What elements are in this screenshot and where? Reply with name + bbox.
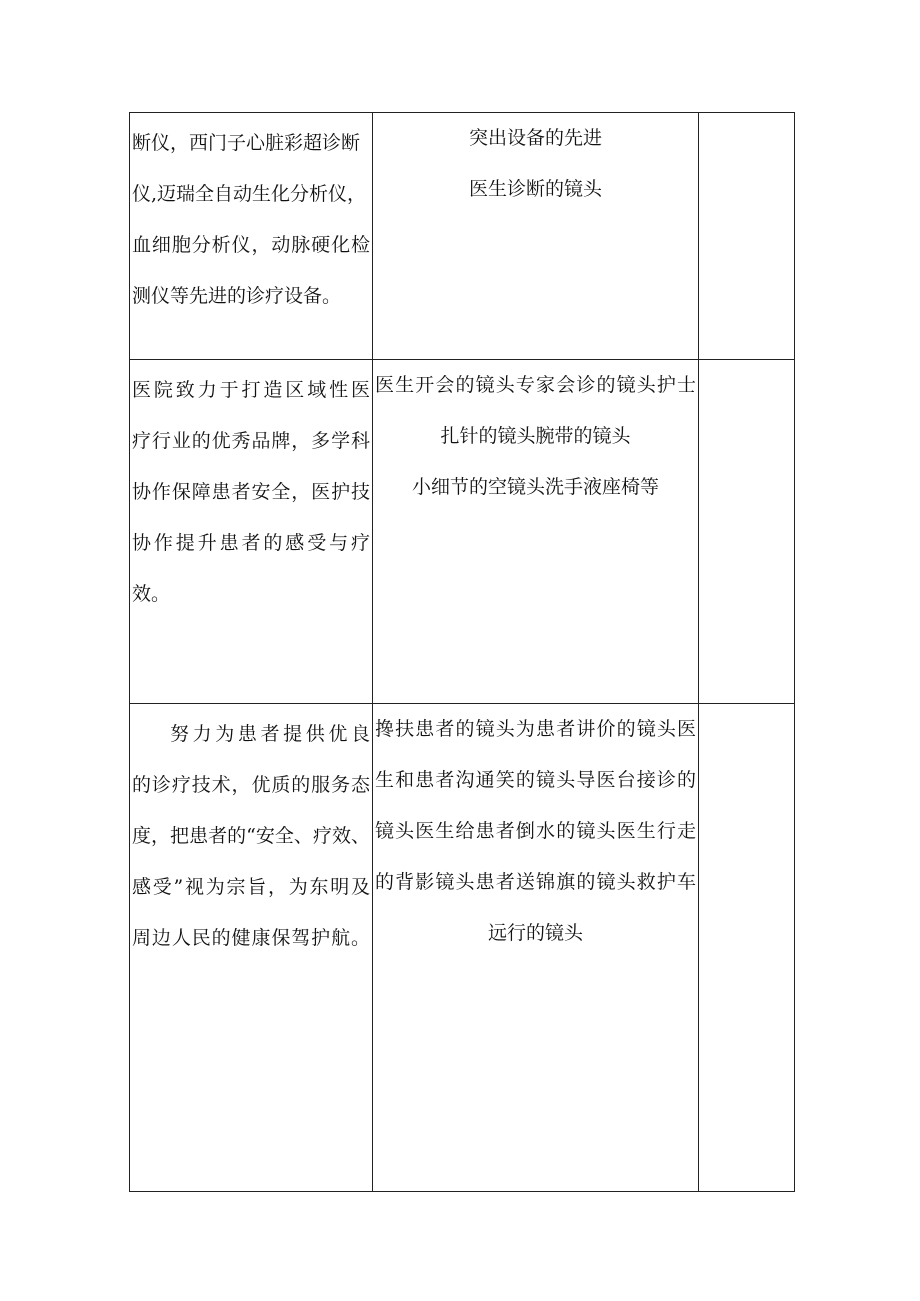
text-line: 努力为患者提供优良	[170, 723, 370, 745]
text-line: 镜头医生给患者倒水的镜头医生行走	[375, 820, 696, 842]
text-line: 的背影镜头患者送锦旗的镜头救护车	[375, 871, 696, 893]
notes-cell	[699, 113, 795, 360]
content-cell	[130, 360, 373, 704]
text-line: 仪,迈瑞全自动生化分析仪，	[132, 183, 367, 205]
text-line: 测仪等先进的诊疗设备。	[132, 285, 342, 307]
text-line: 血细胞分析仪，动脉硬化检	[132, 234, 370, 256]
text-line: 的诊疗技术，优质的服务态	[132, 774, 370, 796]
shot-description-cell	[373, 113, 699, 360]
text-line: 医生诊断的镜头	[468, 178, 602, 200]
text-line: 突出设备的先进	[468, 127, 602, 149]
text-line: 协作保障患者安全，医护技	[132, 481, 370, 503]
table-row	[130, 113, 795, 360]
text-line: 疗行业的优秀品牌，多学科	[132, 430, 370, 452]
text-line: 小细节的空镜头洗手液座椅等	[411, 476, 659, 498]
text-line: 断仪，西门子心脏彩超诊断	[132, 132, 361, 154]
text-line: 度，把患者的“安全、疗效、	[132, 825, 370, 847]
text-line: 搀扶患者的镜头为患者讲价的镜头医	[375, 718, 696, 740]
table-row	[130, 360, 795, 704]
text-line: 周边人民的健康保驾护航。	[132, 927, 370, 949]
content-cell	[130, 704, 373, 1192]
text-line: 医院致力于打造区域性医	[132, 379, 370, 401]
text-line: 感受”视为宗旨，为东明及	[132, 876, 370, 898]
shot-description-cell	[373, 360, 699, 704]
notes-cell	[699, 704, 795, 1192]
content-cell	[130, 113, 373, 360]
shot-description-cell	[373, 704, 699, 1192]
text-line: 扎针的镜头腕带的镜头	[440, 425, 631, 447]
table-row	[130, 704, 795, 1192]
content-table	[129, 112, 795, 1192]
text-line: 远行的镜头	[487, 922, 583, 944]
notes-cell	[699, 360, 795, 704]
text-line: 生和患者沟通笑的镜头导医台接诊的	[375, 769, 696, 791]
text-line: 医生开会的镜头专家会诊的镜头护士	[375, 374, 696, 396]
text-line: 协作提升患者的感受与疗	[132, 532, 370, 554]
text-line: 效。	[132, 583, 171, 605]
